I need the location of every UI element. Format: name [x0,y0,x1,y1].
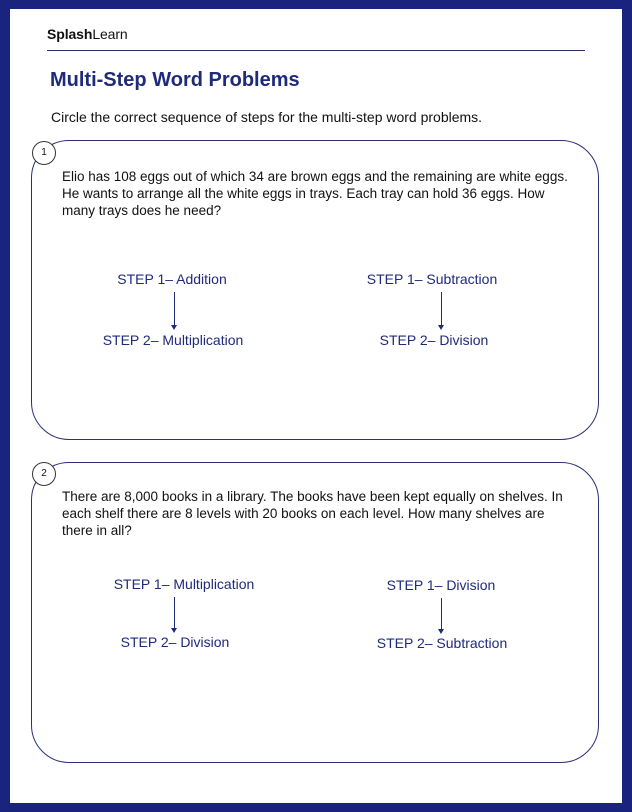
logo-light-text: Learn [92,26,128,42]
q2-option-a-step2[interactable]: STEP 2– Division [120,634,230,650]
q2-option-b-step1[interactable]: STEP 1– Division [386,577,496,593]
q1-option-a-arrow-icon [174,292,175,328]
page-title: Multi-Step Word Problems [50,69,300,91]
question-number-1: 1 [32,141,56,165]
question-number-2: 2 [32,462,56,486]
question-text-1: Elio has 108 eggs out of which 34 are brown eggs and the remaining are white eggs. He wants to arrange all the white eggs in trays. Each tray can hold 36 eggs. How many trays does he need? [62,169,568,218]
q1-option-b-step2[interactable]: STEP 2– Division [379,332,489,348]
q1-option-a-step1[interactable]: STEP 1– Addition [117,271,227,287]
q1-option-b-arrow-icon [441,292,442,328]
worksheet-page [10,9,622,803]
instructions: Circle the correct sequence of steps for the multi-step word problems. [51,109,483,125]
splashlearn-logo [47,26,128,42]
header-divider [47,50,585,51]
q2-option-a-arrow-icon [174,597,175,631]
q2-option-b-step2[interactable]: STEP 2– Subtraction [376,635,508,651]
q2-option-a-step1[interactable]: STEP 1– Multiplication [113,576,255,592]
q2-option-b-arrow-icon [441,598,442,632]
q1-option-b-step1[interactable]: STEP 1– Subtraction [366,271,498,287]
question-text-2: There are 8,000 books in a library. The books have been kept equally on shelves. In each shelf there are 8 levels with 20 books on each level. How many shelves are there in all? [62,489,563,538]
q1-option-a-step2[interactable]: STEP 2– Multiplication [102,332,244,348]
logo-bold-text: Splash [47,26,93,42]
